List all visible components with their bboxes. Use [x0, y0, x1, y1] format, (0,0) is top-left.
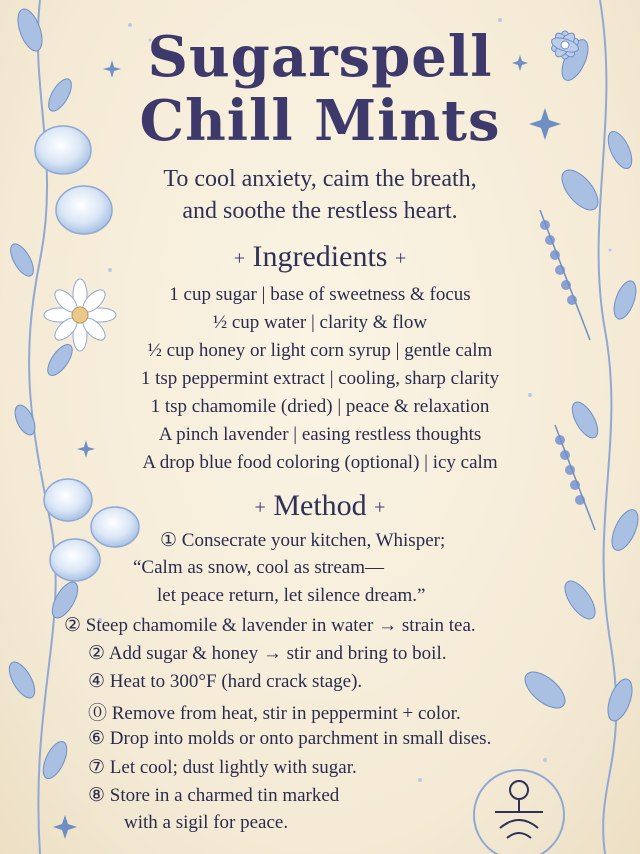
ingredient-item: ½ cup honey or light corn syrup | gentle calm — [147, 340, 493, 361]
recipe-title-line-1: Sugarspell — [147, 24, 493, 90]
ingredient-item: 1 tsp chamomile (dried) | peace & relaxation — [150, 396, 490, 417]
ingredient-item: 1 tsp peppermint extract | cooling, sharp clarity — [140, 368, 500, 389]
method-step: let peace return, let silence dream.” — [157, 585, 426, 606]
heading-marker-right: + — [374, 496, 386, 519]
method-step: ② Add sugar & honey → stir and bring to boil. — [88, 643, 447, 664]
ingredients-heading-text: Ingredients — [252, 240, 388, 273]
ingredient-item: ½ cup water | clarity & flow — [212, 312, 428, 333]
ingredients-heading — [0, 240, 640, 274]
ingredient-item: A drop blue food coloring (optional) | icy calm — [142, 452, 498, 473]
method-step: with a sigil for peace. — [124, 812, 289, 833]
subtitle-line-2: and soothe the restless heart. — [182, 198, 458, 224]
ingredient-item: 1 cup sugar | base of sweetness & focus — [169, 284, 471, 305]
method-step: ⑦ Let cool; dust lightly with sugar. — [88, 757, 357, 778]
method-step: “Calm as snow, cool as stream— — [133, 557, 384, 578]
method-step: ④ Heat to 300°F (hard crack stage). — [88, 671, 363, 692]
heading-marker-left: + — [254, 496, 266, 519]
method-step: ⓪ Remove from heat, stir in peppermint + color. — [88, 703, 461, 724]
heading-marker-right: + — [394, 247, 407, 270]
peace-sigil-icon — [474, 770, 564, 854]
method-step: ⑧ Store in a charmed tin marked — [88, 785, 340, 806]
method-heading-text: Method — [273, 489, 367, 522]
method-step: ① Consecrate your kitchen, Whisper; — [160, 530, 446, 551]
recipe-title-line-2: Chill Mints — [139, 88, 501, 154]
ingredient-item: A pinch lavender | easing restless thoughts — [158, 424, 482, 445]
subtitle-line-1: To cool anxiety, caim the breath, — [163, 166, 477, 192]
method-step: ⑥ Drop into molds or onto parchment in small dises. — [88, 728, 492, 749]
heading-marker-left: + — [233, 247, 246, 270]
method-step: ② Steep chamomile & lavender in water → strain tea. — [64, 615, 476, 636]
method-heading — [0, 489, 640, 523]
